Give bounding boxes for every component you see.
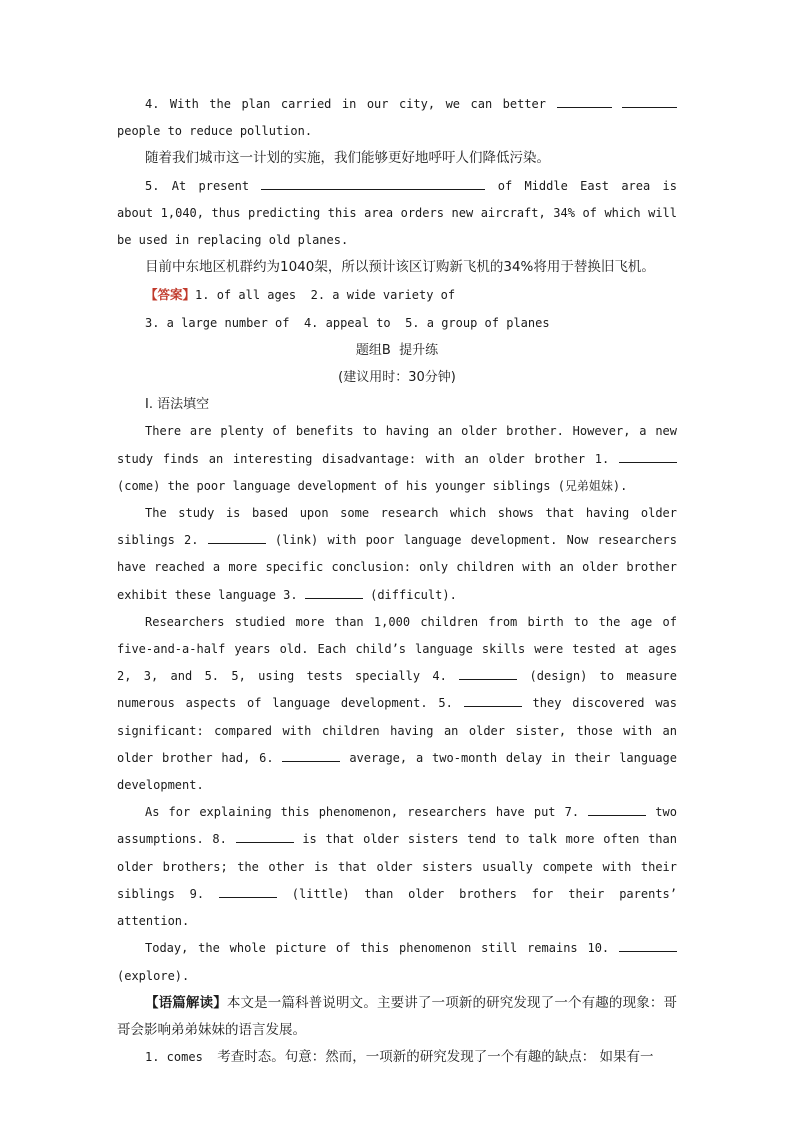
analysis-tag: 【语篇解读】 (145, 994, 227, 1011)
blank-4[interactable] (459, 666, 517, 680)
blank-9[interactable] (219, 884, 277, 898)
passage-text: Researchers studied more than 1,000 children from birth to the age of five-and-a-half years old. Each child’s language skills were tested at ages 2, 3, and 5. 5, using tests specially 4. (117, 614, 677, 684)
blank-7[interactable] (588, 802, 646, 816)
question-4-translation: 随着我们城市这一计划的实施，我们能够更好地呼吁人们降低污染。 (145, 150, 550, 167)
question-5 (117, 173, 677, 255)
blank-1[interactable] (619, 449, 677, 463)
blank-8[interactable] (236, 829, 294, 843)
question-4-text-end: people to reduce pollution. (117, 124, 313, 139)
passage-text: The study is based upon some research which shows that having older siblings 2. (117, 506, 677, 548)
passage-text: two assumptions. 8. (117, 805, 677, 847)
blank-10[interactable] (619, 938, 677, 952)
blank-4a[interactable] (557, 94, 612, 108)
passage-text: There are plenty of benefits to having an older brother. However, a new study finds an interesting disadvantage: with an older brother 1. (117, 424, 677, 466)
explanation-answer: 1. comes (145, 1050, 203, 1065)
section-title: Ⅰ. 语法填空 (145, 397, 210, 413)
explanation-1 (117, 1044, 677, 1071)
passage-text: (difficult). (370, 587, 457, 602)
blank-3[interactable] (305, 585, 363, 599)
question-4 (117, 91, 677, 145)
passage-paragraph-3 (117, 609, 677, 799)
passage-paragraph-5 (117, 935, 677, 989)
passage-text: Today, the whole picture of this phenomenon still remains 10. (145, 941, 610, 956)
passage-text: they discovered was significant: compared with children having an older sister, those with an older brother had, 6. (117, 696, 677, 765)
question-4-text: 4. With the plan carried in our city, we can better (145, 97, 547, 111)
passage-paragraph-2 (117, 500, 677, 609)
blank-6[interactable] (282, 748, 340, 762)
answer-text-1: 1. of all ages 2. a wide variety of (195, 288, 456, 303)
blank-2[interactable] (208, 530, 266, 544)
passage-text: As for explaining this phenomenon, researchers have put 7. (145, 805, 580, 820)
document-page (117, 91, 677, 1071)
answer-tag: 【答案】 (145, 287, 196, 303)
analysis-text: 本文是一篇科普说明文。主要讲了一项新的研究发现了一个有趣的现象：哥哥会影响弟弟妹妹的语言发展。 (117, 994, 678, 1038)
question-5-translation: 目前中东地区机群约为1040架，所以预计该区订购新飞机的34%将用于替换旧飞机。 (145, 259, 655, 276)
answer-line-1 (117, 281, 677, 309)
group-b-time: (建议用时：30分钟) (338, 370, 456, 386)
passage-paragraph-1 (117, 418, 677, 500)
passage-text: (design) to measure numerous aspects of language development. 5. (117, 669, 677, 711)
passage-text: (link) with poor language development. Now researchers have reached a more specific conclusion: only children with an older brother exhibit these language 3. (117, 533, 677, 602)
passage-text: (explore). (117, 968, 190, 983)
passage-text: average, a two-month delay in their language development. (117, 750, 677, 793)
blank-4b[interactable] (622, 94, 677, 108)
group-b-title: 题组B 提升练 (355, 342, 439, 358)
answer-line-2: 3. a large number of 4. appeal to 5. a group of planes (145, 315, 550, 330)
question-5-text-end: of Middle East area is about 1,040, thus predicting this area orders new aircraft, 34% of which will be used in replacing old planes. (117, 178, 677, 248)
blank-5[interactable] (261, 176, 485, 190)
blank-5[interactable] (464, 693, 522, 707)
passage-analysis (117, 990, 677, 1044)
question-5-text: 5. At present (145, 178, 250, 193)
passage-text: (come) the poor language development of his younger siblings (兄弟姐妹). (117, 478, 628, 493)
passage-text: (little) than older brothers for their parents’ attention. (117, 886, 677, 929)
passage-text: is that older sisters tend to talk more often than older brothers; the other is that older sisters usually compete with their siblings 9. (117, 832, 677, 901)
explanation-text: 考查时态。句意：然而，一项新的研究发现了一个有趣的缺点： 如果有一 (217, 1049, 654, 1066)
passage-paragraph-4 (117, 799, 677, 935)
